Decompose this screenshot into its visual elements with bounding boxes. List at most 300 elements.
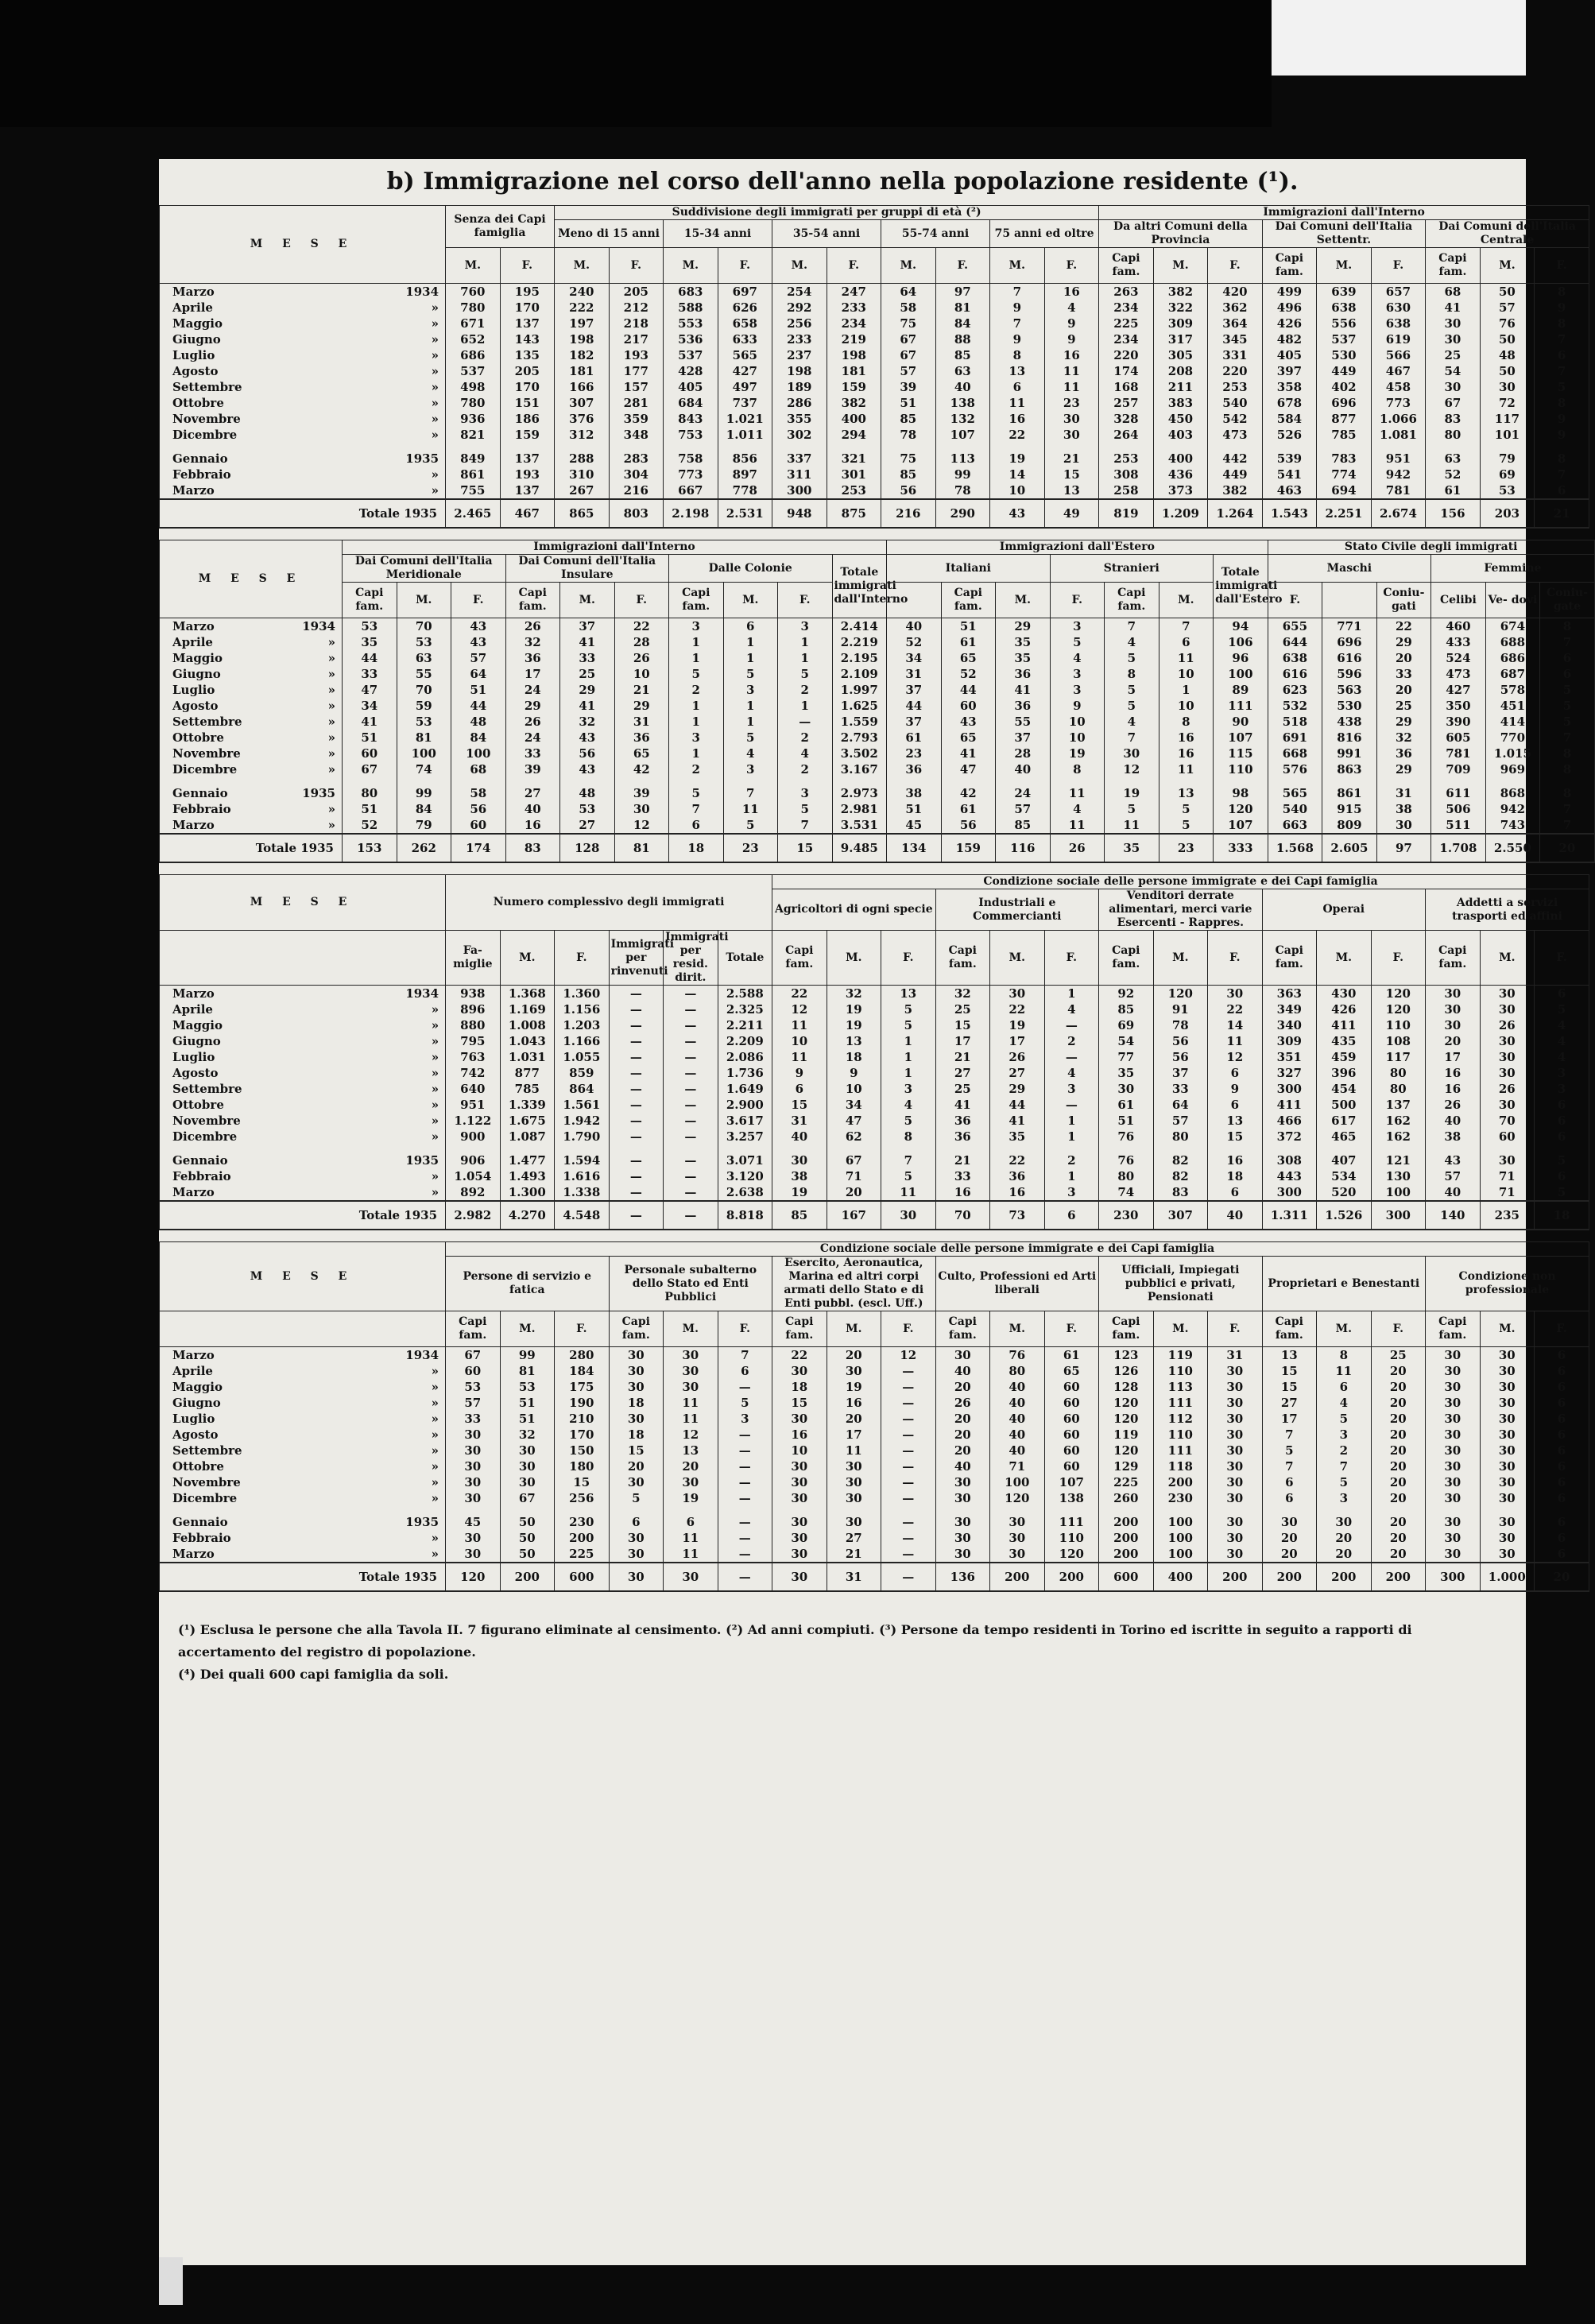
month-cell: [160, 1458, 446, 1474]
total-cell: 136: [935, 1563, 990, 1591]
data-cell: —: [881, 1395, 936, 1411]
month-year: 1935: [405, 451, 439, 466]
data-cell: 30: [1426, 379, 1481, 395]
month-cell: [160, 618, 343, 635]
data-cell: —: [609, 1033, 664, 1049]
data-cell: 20: [935, 1427, 990, 1443]
data-cell: 12: [772, 1001, 827, 1017]
sub-header-cell: F.: [1208, 1311, 1263, 1347]
data-cell: 54: [1426, 363, 1481, 379]
data-cell: —: [881, 1443, 936, 1458]
data-cell: 30: [1426, 1458, 1481, 1474]
data-cell: 563: [1322, 682, 1377, 698]
data-cell: 8: [990, 347, 1045, 363]
data-cell: 3: [1050, 666, 1105, 682]
data-cell: —: [881, 1530, 936, 1546]
data-cell: 67: [1426, 395, 1481, 411]
data-cell: 709: [1431, 761, 1486, 777]
data-cell: 180: [555, 1458, 610, 1474]
gap-cell: [1317, 1145, 1372, 1152]
data-cell: 82: [1153, 1168, 1208, 1184]
data-cell: 23: [887, 746, 942, 761]
total-cell: 1.311: [1262, 1201, 1317, 1230]
data-cell: 463: [1262, 482, 1317, 499]
data-cell: —: [881, 1514, 936, 1530]
sub-header-cell: M.: [1317, 1311, 1372, 1347]
data-cell: 30: [990, 986, 1045, 1002]
data-cell: 30: [1208, 1427, 1263, 1443]
scan-binding-edge: [159, 2257, 183, 2305]
data-cell: 7: [669, 801, 724, 817]
gap-cell: [614, 777, 669, 785]
data-cell: 39: [614, 785, 669, 801]
age-groups-header: Suddivisione degli immigrati per gruppi di età (²): [555, 206, 1099, 220]
mese-header: M E S E: [160, 875, 446, 931]
data-cell: 60: [446, 1363, 501, 1379]
data-cell: —: [664, 1049, 718, 1065]
month-cell: [160, 666, 343, 682]
data-cell: 30: [446, 1474, 501, 1490]
data-cell: 30: [1262, 1514, 1317, 1530]
data-cell: 56: [941, 817, 996, 834]
stranieri-header: Stranieri: [1050, 555, 1214, 583]
total-cell: 116: [996, 834, 1051, 862]
sub-header-cell: M.: [446, 248, 501, 284]
sub-header-cell: F.: [827, 248, 881, 284]
data-cell: 100: [1153, 1530, 1208, 1546]
data-cell: 373: [1153, 482, 1208, 499]
data-cell: 688: [1485, 634, 1540, 650]
data-cell: 382: [1153, 284, 1208, 300]
data-cell: 1.616: [555, 1168, 610, 1184]
gap-cell: [500, 1145, 555, 1152]
data-cell: 498: [446, 379, 501, 395]
data-cell: 14: [990, 467, 1045, 482]
data-cell: 537: [1317, 331, 1372, 347]
data-cell: 7: [1317, 1458, 1372, 1474]
data-cell: 72: [1480, 395, 1535, 411]
data-cell: 19: [772, 1184, 827, 1201]
addetti-header: Addetti a servizi trasporti ed affini: [1426, 889, 1589, 931]
data-cell: 253: [1099, 451, 1154, 467]
data-cell: 36: [935, 1129, 990, 1145]
data-cell: 177: [609, 363, 664, 379]
total-cell: 35: [1105, 834, 1159, 862]
total-cell: 23: [1159, 834, 1214, 862]
sub-header-cell: M.: [827, 1311, 881, 1347]
data-cell: 1.081: [1371, 427, 1426, 443]
data-cell: 222: [555, 300, 610, 316]
data-cell: 10: [614, 666, 669, 682]
sub-header-cell: F.: [1371, 931, 1426, 986]
data-cell: 159: [500, 427, 555, 443]
gap-cell: [664, 1145, 718, 1152]
data-cell: 3.257: [718, 1129, 772, 1145]
data-cell: 537: [446, 363, 501, 379]
data-cell: 30: [1208, 1395, 1263, 1411]
data-cell: 19: [827, 1001, 881, 1017]
data-cell: 212: [609, 300, 664, 316]
data-cell: 17: [505, 666, 560, 682]
data-cell: 534: [1317, 1168, 1372, 1184]
data-cell: 129: [1099, 1458, 1154, 1474]
data-cell: 9: [772, 1065, 827, 1081]
total-cell: 803: [609, 499, 664, 528]
gap-cell: [827, 1145, 881, 1152]
data-cell: 322: [1153, 300, 1208, 316]
gap-cell: [718, 1145, 772, 1152]
data-cell: 29: [990, 1081, 1045, 1097]
gap-cell: [881, 1145, 936, 1152]
gap-cell: [1044, 443, 1099, 451]
month-year: »: [431, 1169, 439, 1183]
data-cell: 44: [451, 698, 506, 714]
data-cell: 785: [1317, 427, 1372, 443]
gap-cell: [827, 1506, 881, 1514]
data-cell: 28: [614, 634, 669, 650]
month-name: Marzo: [172, 1547, 215, 1561]
data-cell: 1: [881, 1065, 936, 1081]
data-cell: 18: [772, 1379, 827, 1395]
data-cell: 678: [1262, 395, 1317, 411]
gap-cell: [723, 777, 778, 785]
table-row: [160, 363, 1589, 379]
gap-cell: [1376, 777, 1431, 785]
data-cell: 120: [1371, 1001, 1426, 1017]
data-cell: 19: [827, 1017, 881, 1033]
month-year: »: [431, 1185, 439, 1199]
table-body: [160, 986, 1589, 1230]
total-cell: 300: [1426, 1563, 1481, 1591]
data-cell: 30: [1426, 1530, 1481, 1546]
data-cell: 6: [1535, 1113, 1589, 1129]
data-cell: 7: [778, 817, 833, 834]
sub-header-cell: Celibi: [1431, 583, 1486, 618]
gap-cell: [669, 777, 724, 785]
data-cell: —: [1044, 1017, 1099, 1033]
gap-cell: [1371, 443, 1426, 451]
data-cell: 11: [772, 1049, 827, 1065]
data-cell: 51: [887, 801, 942, 817]
table-row: [160, 284, 1589, 300]
month-name: Luglio: [172, 1412, 215, 1426]
data-cell: 64: [1153, 1097, 1208, 1113]
data-cell: 1.790: [555, 1129, 610, 1145]
data-cell: 174: [1099, 363, 1154, 379]
data-cell: 190: [555, 1395, 610, 1411]
data-cell: 205: [500, 363, 555, 379]
data-cell: 6: [1535, 1530, 1589, 1546]
data-cell: 9: [990, 300, 1045, 316]
data-cell: 20: [827, 1184, 881, 1201]
data-cell: 1.625: [832, 698, 887, 714]
data-cell: 21: [827, 1546, 881, 1563]
data-cell: 37: [560, 618, 615, 635]
data-cell: 6: [1535, 1458, 1589, 1474]
data-cell: 198: [827, 347, 881, 363]
data-cell: 1.736: [718, 1065, 772, 1081]
totale-interno-header: Totale immigrati dall'Interno: [832, 555, 887, 618]
data-cell: 30: [1480, 1474, 1535, 1490]
data-cell: 773: [664, 467, 718, 482]
data-cell: 9: [1535, 300, 1589, 316]
table-row: [160, 1129, 1589, 1145]
data-cell: 200: [555, 1530, 610, 1546]
gap-cell: [832, 777, 887, 785]
data-cell: 20: [1371, 1530, 1426, 1546]
month-year: »: [431, 1531, 439, 1545]
gap-cell: [1268, 777, 1322, 785]
total-cell: 2.531: [718, 499, 772, 528]
table-row: [160, 817, 1595, 834]
data-cell: 36: [887, 761, 942, 777]
data-cell: 294: [827, 427, 881, 443]
data-cell: 942: [1485, 801, 1540, 817]
data-cell: —: [664, 1152, 718, 1168]
data-cell: 57: [446, 1395, 501, 1411]
total-cell: 18: [1535, 1201, 1589, 1230]
data-cell: 110: [1371, 1017, 1426, 1033]
esercito-header: Esercito, Aeronautica, Marina ed altri corpi armati dello Stato e di Enti pubbl. (escl. Uff.): [772, 1257, 936, 1311]
data-cell: 30: [1480, 1001, 1535, 1017]
data-cell: 166: [555, 379, 610, 395]
data-cell: 30: [1426, 1490, 1481, 1506]
data-cell: 71: [1480, 1184, 1535, 1201]
month-name: Agosto: [172, 699, 219, 713]
data-cell: 30: [1480, 1427, 1535, 1443]
gap-cell: [560, 777, 615, 785]
data-cell: 626: [718, 300, 772, 316]
data-cell: 6: [1535, 347, 1589, 363]
data-cell: 33: [505, 746, 560, 761]
data-cell: 402: [1317, 379, 1372, 395]
data-cell: 234: [1099, 300, 1154, 316]
data-cell: 30: [1480, 1379, 1535, 1395]
gap-cell: [1535, 1506, 1589, 1514]
data-cell: 10: [990, 482, 1045, 499]
data-cell: 771: [1322, 618, 1377, 635]
gap-cell: [160, 1145, 446, 1152]
gap-cell: [446, 1145, 501, 1152]
data-cell: 50: [500, 1530, 555, 1546]
data-cell: 482: [1262, 331, 1317, 347]
data-cell: 414: [1485, 714, 1540, 730]
data-cell: 29: [1376, 761, 1431, 777]
civile-header: Stato Civile degli immigrati: [1268, 540, 1594, 555]
data-cell: 307: [555, 395, 610, 411]
data-cell: 302: [772, 427, 827, 443]
month-name: Novembre: [172, 412, 241, 426]
data-cell: 100: [1214, 666, 1268, 682]
month-cell: [160, 395, 446, 411]
data-cell: 5: [723, 817, 778, 834]
gap-cell: [609, 443, 664, 451]
data-cell: 40: [935, 1363, 990, 1379]
data-cell: 101: [1480, 427, 1535, 443]
data-cell: 106: [1214, 634, 1268, 650]
data-cell: 35: [996, 650, 1051, 666]
sub-header-cell: F.: [614, 583, 669, 618]
data-cell: 20: [1317, 1530, 1372, 1546]
total-cell: 1.708: [1431, 834, 1486, 862]
data-cell: 30: [990, 1514, 1045, 1530]
table-row: [160, 1490, 1589, 1506]
data-cell: 16: [1426, 1081, 1481, 1097]
data-cell: 506: [1431, 801, 1486, 817]
data-cell: 71: [1480, 1168, 1535, 1184]
data-cell: 281: [609, 395, 664, 411]
age-under15-header: Meno di 15 anni: [555, 220, 664, 248]
data-cell: 5: [881, 1168, 936, 1184]
data-cell: 32: [560, 714, 615, 730]
data-cell: 4: [1105, 634, 1159, 650]
data-cell: 5: [1262, 1443, 1317, 1458]
sub-header-cell: M.: [1480, 1311, 1535, 1347]
month-name: Agosto: [172, 1066, 219, 1080]
month-name: Febbraio: [172, 467, 231, 482]
data-cell: 623: [1268, 682, 1322, 698]
data-cell: 20: [1371, 1514, 1426, 1530]
proprietari-header: Proprietari e Benestanti: [1262, 1257, 1426, 1311]
data-cell: 697: [718, 284, 772, 300]
data-cell: 20: [1376, 682, 1431, 698]
total-cell: 30: [664, 1563, 718, 1591]
total-row: [160, 1563, 1589, 1591]
month-year: »: [431, 1427, 439, 1442]
data-cell: 70: [397, 682, 451, 698]
gap-cell: [881, 1506, 936, 1514]
data-cell: 11: [1159, 761, 1214, 777]
data-cell: 60: [941, 698, 996, 714]
data-cell: 438: [1322, 714, 1377, 730]
total-cell: 200: [500, 1563, 555, 1591]
data-cell: 3: [1317, 1490, 1372, 1506]
data-cell: 7: [1540, 801, 1595, 817]
data-cell: 2.211: [718, 1017, 772, 1033]
data-cell: 257: [1099, 395, 1154, 411]
data-cell: 30: [664, 1474, 718, 1490]
data-cell: 159: [827, 379, 881, 395]
data-cell: 644: [1268, 634, 1322, 650]
month-cell: [160, 1097, 446, 1113]
data-cell: 30: [1480, 1458, 1535, 1474]
data-cell: 47: [941, 761, 996, 777]
data-cell: 449: [1317, 363, 1372, 379]
data-cell: 100: [1153, 1514, 1208, 1530]
month-name: Dicembre: [172, 1491, 238, 1505]
data-cell: 3: [1044, 1184, 1099, 1201]
gap-cell: [1535, 1145, 1589, 1152]
data-cell: 234: [827, 316, 881, 331]
data-cell: 20: [609, 1458, 664, 1474]
month-year: 1934: [405, 986, 439, 1001]
data-cell: 8: [1535, 451, 1589, 467]
data-cell: 382: [827, 395, 881, 411]
data-cell: 605: [1431, 730, 1486, 746]
data-cell: 30: [609, 1347, 664, 1364]
sub-header-cell: Capi fam.: [935, 1311, 990, 1347]
total-cell: 2.198: [664, 499, 718, 528]
data-cell: 2.209: [718, 1033, 772, 1049]
data-cell: 420: [1208, 284, 1263, 300]
gap-cell: [1262, 443, 1317, 451]
data-cell: 60: [1044, 1443, 1099, 1458]
gap-cell: [664, 443, 718, 451]
data-cell: 30: [1426, 316, 1481, 331]
total-cell: 85: [772, 1201, 827, 1230]
sub-header-cell: F.: [935, 248, 990, 284]
data-cell: 21: [614, 682, 669, 698]
table-row: [160, 1113, 1589, 1129]
sub-header-row: [160, 931, 1589, 986]
data-cell: 783: [1317, 451, 1372, 467]
data-cell: 90: [1214, 714, 1268, 730]
data-cell: 861: [446, 467, 501, 482]
data-cell: 16: [1208, 1152, 1263, 1168]
data-cell: 540: [1268, 801, 1322, 817]
sub-header-cell: F.: [1535, 1311, 1589, 1347]
data-cell: 22: [772, 1347, 827, 1364]
data-cell: 51: [500, 1411, 555, 1427]
sub-header-cell: F.: [1371, 1311, 1426, 1347]
month-cell: [160, 331, 446, 347]
data-cell: 450: [1153, 411, 1208, 427]
data-cell: 9: [1535, 427, 1589, 443]
sub-header-cell: Immigrati per rinvenuti: [609, 931, 664, 986]
month-cell: [160, 482, 446, 499]
data-cell: 4: [1535, 1017, 1589, 1033]
data-cell: 686: [1485, 650, 1540, 666]
data-cell: 40: [990, 1411, 1045, 1427]
sub-header-spacer: [160, 1311, 446, 1347]
data-cell: 48: [1480, 347, 1535, 363]
data-cell: 57: [996, 801, 1051, 817]
data-cell: 30: [1480, 1411, 1535, 1427]
data-cell: —: [609, 1081, 664, 1097]
non-professionale-header: Condizione non professionale: [1426, 1257, 1589, 1311]
data-cell: —: [881, 1363, 936, 1379]
data-cell: 530: [1317, 347, 1372, 363]
totale-estero-header: Totale immigrati dall'Estero: [1214, 555, 1268, 618]
gap-cell: [1485, 777, 1540, 785]
data-cell: 20: [935, 1443, 990, 1458]
data-cell: 411: [1262, 1097, 1317, 1113]
total-cell: 20: [1535, 1563, 1589, 1591]
data-cell: 2.900: [718, 1097, 772, 1113]
data-cell: —: [664, 1097, 718, 1113]
data-cell: 84: [397, 801, 451, 817]
data-cell: 58: [451, 785, 506, 801]
data-cell: 364: [1208, 316, 1263, 331]
data-cell: 31: [887, 666, 942, 682]
data-cell: 5: [881, 1001, 936, 1017]
data-cell: 7: [1105, 730, 1159, 746]
data-cell: 1.559: [832, 714, 887, 730]
page-title: b) Immigrazione nel corso dell'anno nella popolazione residente (¹).: [386, 168, 1299, 196]
gap-cell: [1159, 777, 1214, 785]
data-cell: 5: [1540, 698, 1595, 714]
data-cell: 41: [1426, 300, 1481, 316]
gap-cell: [1262, 1145, 1317, 1152]
data-cell: 30: [1044, 411, 1099, 427]
data-cell: 123: [1099, 1347, 1154, 1364]
data-cell: 21: [935, 1049, 990, 1065]
sub-header-cell: Capi fam.: [1262, 931, 1317, 986]
month-name: Giugno: [172, 332, 221, 347]
month-cell: [160, 634, 343, 650]
data-cell: 29: [560, 682, 615, 698]
data-cell: 906: [446, 1152, 501, 1168]
